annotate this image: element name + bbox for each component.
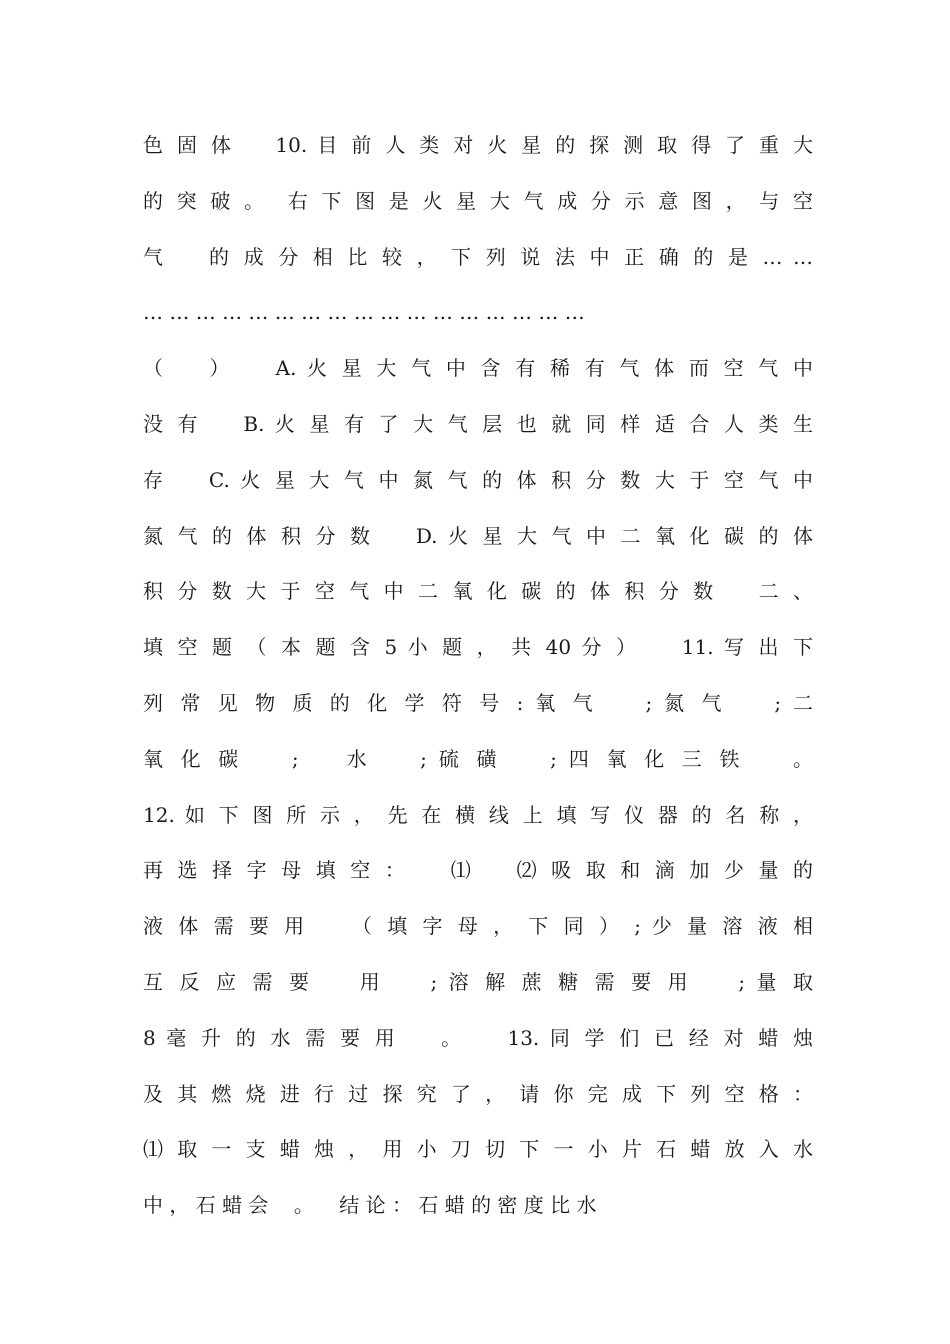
text-line: 液 体 需 要 用 （ 填 字 母 ， 下 同 ） ; 少 量 溶 液 相 xyxy=(143,914,813,939)
text-line: 没 有 B. 火 星 有 了 大 气 层 也 就 同 样 适 合 人 类 生 xyxy=(143,411,813,436)
text-line: 12. 如 下 图 所 示 ， 先 在 横 线 上 填 写 仪 器 的 名 称 ， xyxy=(143,802,813,827)
text-line: 中 ， 石 蜡 会 。 结 论 ： 石 蜡 的 密 度 比 水 xyxy=(143,1193,597,1218)
text-line: 8 毫 升 的 水 需 要 用 。 13. 同 学 们 已 经 对 蜡 烛 xyxy=(143,1025,813,1050)
text-line: 积 分 数 大 于 空 气 中 二 氧 化 碳 的 体 积 分 数 二 、 xyxy=(143,579,813,604)
text-line: 及 其 燃 烧 进 行 过 探 究 了 ， 请 你 完 成 下 列 空 格 ： xyxy=(143,1081,813,1106)
text-line: 存 C. 火 星 大 气 中 氮 气 的 体 积 分 数 大 于 空 气 中 xyxy=(143,467,813,492)
text-line: 氧 化 碳 ; 水 ; 硫 磺 ; 四 氧 化 三 铁 。 xyxy=(143,746,813,771)
text-line: 再 选 择 字 母 填 空 ： ⑴ ⑵ 吸 取 和 滴 加 少 量 的 xyxy=(143,858,813,883)
text-line: （ ） A. 火 星 大 气 中 含 有 稀 有 气 体 而 空 气 中 xyxy=(143,356,813,381)
text-line: 氮 气 的 体 积 分 数 D. 火 星 大 气 中 二 氧 化 碳 的 体 xyxy=(143,523,813,548)
text-line: 的 突 破 。 右 下 图 是 火 星 大 气 成 分 示 意 图 ， 与 空 xyxy=(143,188,813,213)
text-line: … … … … … … … … … … … … … … … … … xyxy=(143,300,585,325)
text-line: 色 固 体 10. 目 前 人 类 对 火 星 的 探 测 取 得 了 重 大 xyxy=(143,133,813,157)
document-body xyxy=(143,118,813,1234)
text-line: 填 空 题 （ 本 题 含 5 小 题 ， 共 40 分 ） 11. 写 出 下 xyxy=(143,635,813,660)
text-line: 列 常 见 物 质 的 化 学 符 号 : 氧 气 ; 氮 气 ; 二 xyxy=(143,690,813,715)
text-line: ⑴ 取 一 支 蜡 烛 ， 用 小 刀 切 下 一 小 片 石 蜡 放 入 水 xyxy=(143,1137,813,1162)
text-line: 互 反 应 需 要 用 ; 溶 解 蔗 糖 需 要 用 ; 量 取 xyxy=(143,969,813,994)
text-line: 气 的 成 分 相 比 较 ， 下 列 说 法 中 正 确 的 是 … … xyxy=(143,244,813,269)
